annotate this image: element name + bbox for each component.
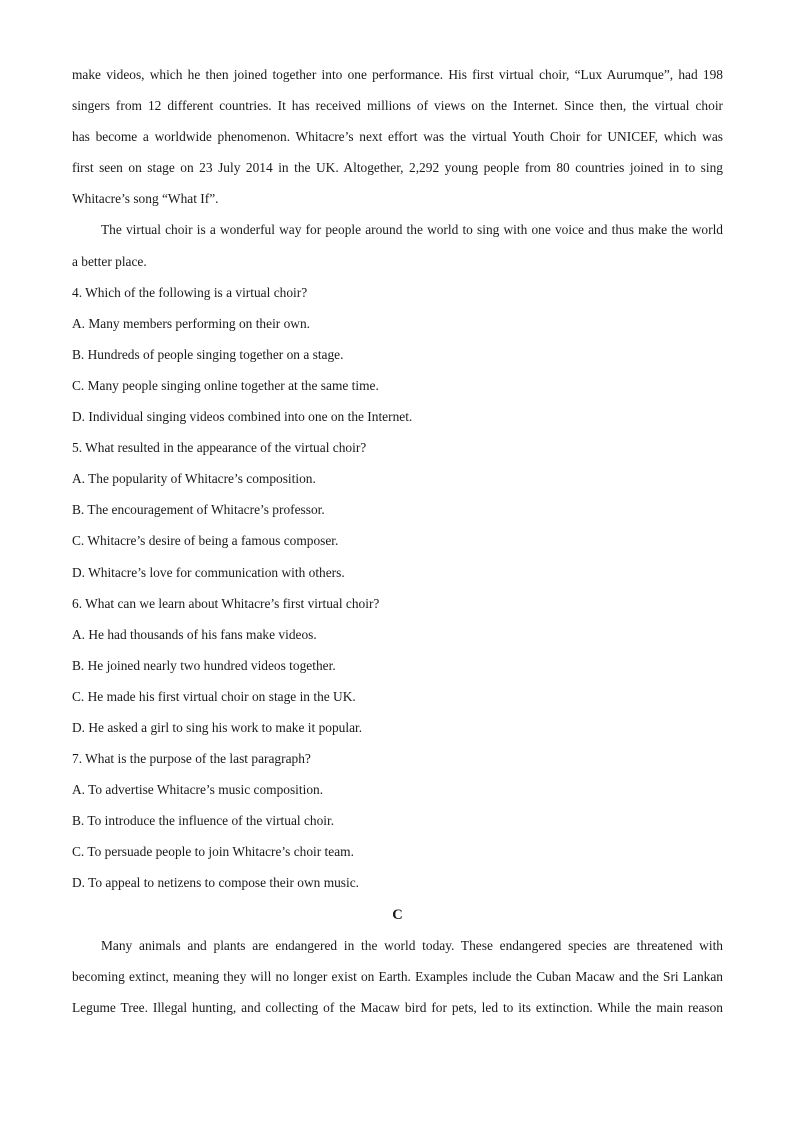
- question-5: [72, 435, 723, 590]
- question-stem: 7. What is the purpose of the last paragraph?: [72, 751, 311, 767]
- answer-option: B. The encouragement of Whitacre’s professor.: [72, 502, 325, 518]
- paragraph-line: Whitacre’s song “What If”.: [72, 191, 219, 207]
- answer-option: A. To advertise Whitacre’s music composition.: [72, 782, 324, 798]
- document-page: [72, 62, 723, 1026]
- paragraph-line: becoming extinct, meaning they will no longer exist on Earth. Examples include the Cuban Macaw and the Sri Lankan: [72, 968, 723, 984]
- answer-option: C. He made his first virtual choir on stage in the UK.: [72, 688, 356, 704]
- section-heading: C: [392, 906, 403, 923]
- question-7: [72, 746, 723, 901]
- answer-option: B. He joined nearly two hundred videos together.: [72, 657, 336, 673]
- answer-option: D. Individual singing videos combined into one on the Internet.: [72, 409, 413, 425]
- answer-option: D. To appeal to netizens to compose their own music.: [72, 875, 360, 891]
- closing-paragraph-line: The virtual choir is a wonderful way for people around the world to sing with one voice and thus make the world: [101, 222, 723, 238]
- question-stem: 4. Which of the following is a virtual choir?: [72, 284, 308, 300]
- passage-b-continuation: [72, 62, 723, 280]
- answer-option: A. Many members performing on their own.: [72, 315, 311, 331]
- answer-option: A. He had thousands of his fans make videos.: [72, 626, 317, 642]
- paragraph-line: Many animals and plants are endangered in the world today. These endangered species are threatened with: [101, 937, 723, 953]
- paragraph-line: singers from 12 different countries. It has received millions of views on the Internet. Since then, the virtual choir: [72, 98, 723, 114]
- question-stem: 6. What can we learn about Whitacre’s first virtual choir?: [72, 595, 380, 611]
- answer-option: C. To persuade people to join Whitacre’s choir team.: [72, 844, 354, 860]
- answer-option: C. Whitacre’s desire of being a famous composer.: [72, 533, 339, 549]
- question-stem: 5. What resulted in the appearance of the virtual choir?: [72, 440, 367, 456]
- answer-option: B. To introduce the influence of the virtual choir.: [72, 813, 335, 829]
- paragraph-line: Legume Tree. Illegal hunting, and collecting of the Macaw bird for pets, led to its extinction. While the main reason: [72, 999, 723, 1015]
- passage-c: [72, 933, 723, 1026]
- answer-option: B. Hundreds of people singing together on a stage.: [72, 346, 344, 362]
- closing-paragraph-line: a better place.: [72, 253, 147, 269]
- question-6: [72, 591, 723, 746]
- paragraph-line: has become a worldwide phenomenon. Whitacre’s next effort was the virtual Youth Choir for UNICEF, which was: [72, 129, 723, 145]
- paragraph-line: make videos, which he then joined together into one performance. His first virtual choir, “Lux Aurumque”, had 198: [72, 67, 723, 82]
- answer-option: A. The popularity of Whitacre’s composition.: [72, 471, 316, 487]
- answer-option: D. Whitacre’s love for communication with others.: [72, 564, 345, 580]
- question-4: [72, 280, 723, 435]
- answer-option: C. Many people singing online together at the same time.: [72, 377, 379, 393]
- answer-option: D. He asked a girl to sing his work to make it popular.: [72, 719, 363, 735]
- paragraph-line: first seen on stage on 23 July 2014 in the UK. Altogether, 2,292 young people from 80 countries joined in to sing: [72, 160, 723, 176]
